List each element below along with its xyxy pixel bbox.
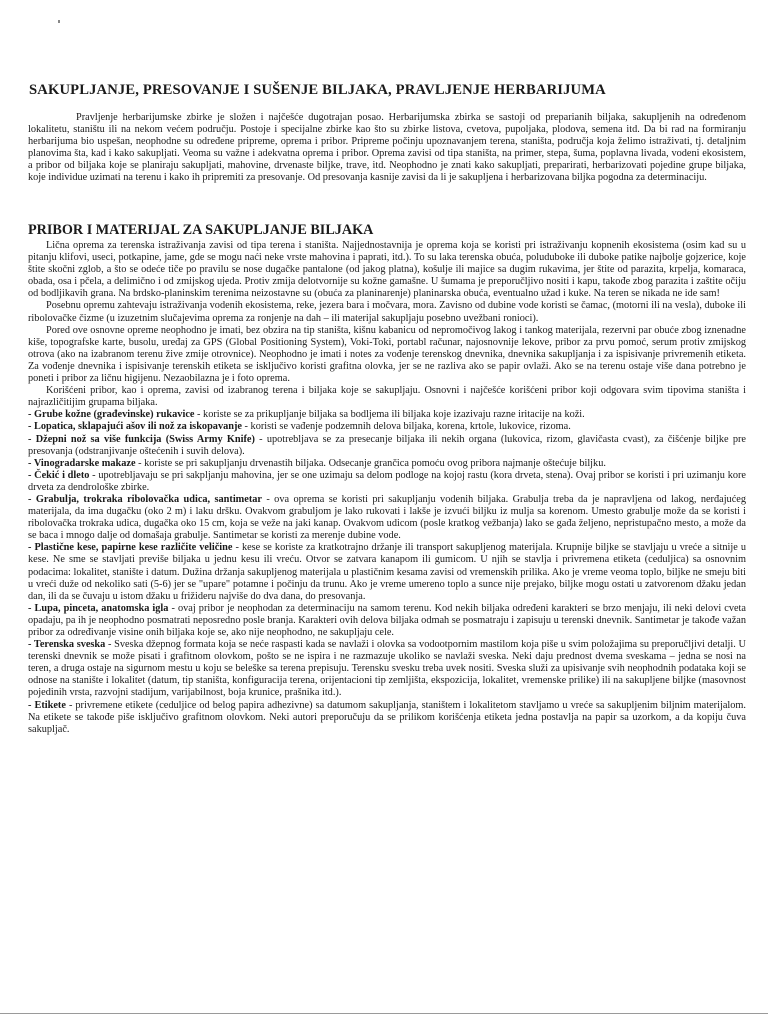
- list-item: [28, 409, 746, 421]
- list-item-term: - Terenska sveska: [28, 639, 106, 651]
- list-item-term: - Lupa, pinceta, anatomska igla: [28, 602, 169, 614]
- section-title: PRIBOR I MATERIJAL ZA SAKUPLJANJE BILJAKA: [28, 222, 374, 238]
- list-item-text: - koriste se za prikupljanje biljaka sa bodljema ili biljaka koje izazivaju razne iritacije na koži.: [194, 409, 585, 421]
- list-item: [28, 421, 746, 433]
- intro-paragraph: Pravljenje herbarijumske zbirke je složen i najčešće dugotrajan posao. Herbarijumska zbirka se sastoji od preparianih biljaka, sakupljenih na određenom lokalitetu, staništu ili na nekom većem području. Postoje i specijalne zbirke kao što su zbirke listova, cvetova, pupoljaka, plodova, semena itd. Da bi rad na formiranju herbarijuma bio uspešan, neophodne su određene pripreme, oprema i pribor. Pripreme počinju upoznavanjem terena, staništa, područja koja želimo istraživati, tj. detaljnim planovima šta, kad i kako sakupljati. Veoma su važne i adekvatna oprema i pribor. Oprema zavisi od tipa staništa, na primer, stepa, šuma, poplavna livada, vodeni ekosistem, a pribor od biljaka koje se planiraju sakupljati, mahovine, drvenaste biljke, trave, itd. Neophodno je znati kako sakupljati, preparirati, herbarizovati pojedine grupe biljaka, koje individue uzimati na terenu i kako ih pripremiti za presovanje. Od presovanja kasnije zavisi da li je sakupljena i herbarizovana biljka pogodna za determinaciju.: [28, 112, 746, 184]
- list-item-term: - Džepni nož sa više funkcija (Swiss Army Knife): [28, 433, 255, 445]
- list-item-text: - upotrebljava se za presecanje biljaka ili nekih organa (lukovica, rizom, glavičasta cvast), za čišćenje biljke pre presovanja (odstranjivanje oštećenih i suvih delova).: [28, 433, 746, 457]
- list-item-term: - Grube kožne (građevinske) rukavice: [28, 409, 195, 421]
- paragraph: [28, 300, 746, 324]
- list-item: [28, 434, 746, 458]
- list-item: [28, 639, 746, 699]
- list-item-term: - Etikete: [28, 699, 66, 711]
- list-item-term: - Plastične kese, papirne kese različite veličine: [28, 542, 233, 554]
- list-item-text: - ovaj pribor je neophodan za determinaciju na samom terenu. Kod nekih biljaka određeni karakteri se brzo menjaju, ili neki delovi cveta opadaju, pa ih je neophodno posmatrati neposredno posle branja. Karakteri ovih delova biljaka odmah se posmatraju i zapisuju u terenski dnevnik. Santimetar je takođe važan pribor za određivanje visine onih biljaka koje se, ako nije neophodno, ne sakupljaju cele.: [28, 602, 746, 638]
- list-item-term: - Vinogradarske makaze: [28, 457, 136, 469]
- paragraph: [28, 240, 746, 300]
- list-item-term: - Lopatica, sklapajući ašov ili nož za iskopavanje: [28, 421, 242, 433]
- paragraph: [28, 325, 746, 385]
- list-item-text: - koristi se vađenje podzemnih delova biljaka, korena, krtole, lukovice, rizoma.: [241, 421, 571, 433]
- list-item: [28, 700, 746, 736]
- scan-speck: [58, 20, 60, 23]
- paragraph-text: Pored ove osnovne opreme neophodno je imati, bez obzira na tip staništa, kišnu kabanicu od nepromočivog lakog i tankog materijala, rezervni par obuće zbog iznenadne kiše, topografske karte, busolu, uređaj za GPS (Global Positioning System), Voki-Toki, portabl računar, najosnovnije lekove, pribor za prvu pomoć, serum protiv zmijskog otrova (ako na izabranom terenu žive zmije otrovnice). Neophodno je imati i notes za vođenje terenskog dnevnika, dnevnika sakupljanja i za ispisivanje privremenih etiketa. Za vođenje dnevnika i ispisivanje terenskih etiketa se isključivo koristi grafitna olovka, jer se ne razliva ako se papir ovlaži. Ako se na terenu ostaje više dana potrebno je poneti i pribor za ličnu higijenu. Nezaobilazna je i foto oprema.: [28, 324, 746, 385]
- list-item: [28, 470, 746, 494]
- list-item-text: - kese se koriste za kratkotrajno držanje ili transport sakupljenog materijala. Krupnije biljke se stavljaju u vreće a sitnije u kese. Ne sme se stavljati previše biljaka u jednu kesu ili vreću. Otvor se zatvara kanapom ili gumicom. U njih se stavlja i privremena etiketa (ceduljica) sa osnovnim podacima: lokalitet, stanište i datum. Dužina držanja sakupljenog materijala u plastičnim kesama zavisi od vremenskih prilika. Ako je vreme veoma toplo, biljke ne smeju biti u vreći duže od nekoliko sati (5-6) jer se "upare" potamne i počinju da trunu. Ako je vreme umereno toplo a sunce nije prejako, biljke mogu ostati u zatvorenom džaku jedan dan, ili da se čuvaju u istom džaku u frižideru najviše do dva dana, do presovanja.: [28, 542, 746, 602]
- list-item: [28, 542, 746, 602]
- list-item-text: - Sveska džepnog formata koja se neće raspasti kada se navlaži i olovka sa vodootpornim mastilom koja piše u svim položajima su preporučljivi detalji. U terenski dnevnik se može pisati i grafitnom olovkom, pošto se ne ispira i ne razmazuje ukoliko se navlaži sveska. Neki daju prednost dvema sveskama – jedna se nosi na teren, a druga ostaje na sigurnom mestu u koju se beleške sa terena prepisuju. Terensku svesku treba uvek nositi. Sveska služi za upisivanje svih neophodnih podataka koji se odnose na stanište i lokalitet (datum, tip staništa, konfiguracija terena, orijentacioni tip zemljišta, ekspozicija, lokalitet, vremenske prilike) ili na sakupljene biljke (masovnost pojedinih vrsta, razvojni stadijum, varijabilnost, boja krunice, prašnika itd.).: [28, 639, 746, 699]
- paragraph-text: Lična oprema za terenska istraživanja zavisi od tipa terena i staništa. Najjednostavnija je oprema koja se koristi pri istraživanju kopnenih ekosistema (osim kad su u pitanju klifovi, useci, potkapine, jame, gde se mogu naći neke vrste mahovina i paprati, itd.). To su laka terenska obuća, poluduboke ili duboke patike najbolje gojzerice, koje štite skočni zglob, a što se odeće tiče po pravilu se nose dugačke pantalone (od jakog platna), košulje ili majice sa dugim rukavima, jer štite od parazita, krpelja, komaraca, obada, osa i pčela, a delimično i od zmijskog ujeda. Protiv zmija delotvornije su kožne gamašne. U šumama je preporučljivo nositi i kapu, takođe zbog parazita i zaštite očiju od bodljikavih grana. Na brdsko-planinskim terenima neizostavne su (obuća za planinarenje) planinarska obuća, eventualno užad i kuke. Na teren se nikada ne ide sam!: [28, 240, 746, 300]
- paragraph: [28, 385, 746, 409]
- list-item-term: - Grabulja, trokraka ribolovačka udica, santimetar: [28, 493, 262, 505]
- list-item: [28, 494, 746, 542]
- page-title: SAKUPLJANJE, PRESOVANJE I SUŠENJE BILJAKA, PRAVLJENJE HERBARIJUMA: [29, 82, 606, 98]
- list-item-text: - upotrebljavaju se pri sakpljanju mahovina, jer se one uzimaju sa delom podloge na kojoj rastu (kora drveta, stena). Ovaj pribor se koristi i pri uzimanju kore drveta za dendrološke zbirke.: [28, 469, 746, 493]
- paragraph-text: Posebnu opremu zahtevaju istraživanja vodenih ekosistema, reke, jezera bara i močvara, mora. Zavisno od dubine vode koristi se čamac, (motorni ili na vesla), duboke ili ribolovačke čizme (u izuzetnim slučajevima oprema za ronjenje na dah – ili materijal sakupljaju posebno uvežbani ronioci).: [28, 300, 746, 324]
- bottom-divider: [0, 1013, 768, 1014]
- list-item: [28, 603, 746, 639]
- list-item-text: - koriste se pri sakupljanju drvenastih biljaka. Odsecanje grančica pomoću ovog pribora najmanje oštećuje biljku.: [135, 457, 606, 469]
- list-item-term: - Čekić i dleto: [28, 469, 90, 481]
- list-item-text: - ova oprema se koristi pri sakupljanju vodenih biljaka. Grabulja treba da je napravljena od lakog, nerđajućeg materijala, da ima dugačku (oko 2 m) i laku dršku. Ovakvom grabuljom je lako rukovati i lakše je izvući biljku iz mulja sa korenom. Umesto grabulje može da se koristi i ribolovačka trokraka udica, dugačka oko 15 cm, koja se veže na jaki kanap. Ovakvom udicom (posle kratkog vežbanja) lako se gađa željeno, nepristupačno mesto, a može da se baca i mnogo dalje od domašaja grabulje. Santimetar se koristi za merenje dubine vode.: [28, 493, 746, 542]
- list-item: [28, 458, 746, 470]
- section-body: [28, 240, 746, 736]
- list-item-text: - privremene etikete (ceduljice od belog papira adhezivne) sa datumom sakupljanja, staništem i lokalitetom stavljamo u vreće sa sakupljenim biljnim materijalom. Na etikete se takođe piše isključivo grafitnom olovkom. Neki autori preporučuju da se prilikom korišćenja etiketa jedna postavlja na papir sa uzorkom, a da kopiju čuva sakupljač.: [28, 699, 746, 735]
- paragraph-text: Korišćeni pribor, kao i oprema, zavisi od izabranog terena i biljaka koje se sakupljaju. Osnovni i najčešće korišćeni pribor koji odgovara svim tipovima staništa i najrazličitijim grupama biljaka.: [28, 385, 746, 409]
